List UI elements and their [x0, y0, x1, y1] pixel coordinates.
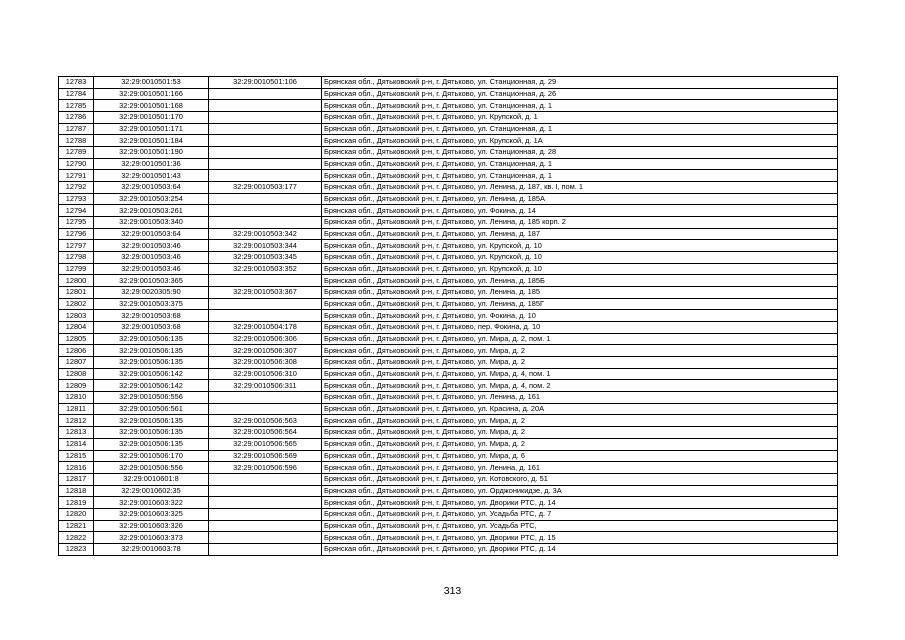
table-row	[59, 135, 838, 147]
address-cell: Брянская обл., Дятьковский р-н, г. Дятьково, ул. Станционная, д. 1	[322, 100, 838, 112]
cadastral-number-cell: 32:29:0010503:254	[94, 193, 209, 205]
address-cell: Брянская обл., Дятьковский р-н, г. Дятьково, ул. Крупской, д. 1	[322, 112, 838, 124]
address-cell: Брянская обл., Дятьковский р-н, г. Дятьково, ул. Усадьба РТС, д. 7	[322, 508, 838, 520]
address-cell: Брянская обл., Дятьковский р-н, г. Дятьково, ул. Орджоникидзе, д. 3А	[322, 485, 838, 497]
address-cell: Брянская обл., Дятьковский р-н, г. Дятьково, ул. Ленина, д. 187, кв. I, пом. 1	[322, 182, 838, 194]
table-row	[59, 182, 838, 194]
address-cell: Брянская обл., Дятьковский р-н, г. Дятьково, ул. Станционная, д. 28	[322, 147, 838, 159]
address-cell: Брянская обл., Дятьковский р-н, г. Дятьково, ул. Станционная, д. 1	[322, 158, 838, 170]
address-cell: Брянская обл., Дятьковский р-н, г. Дятьково, ул. Ленина, д. 185А	[322, 193, 838, 205]
table-row	[59, 100, 838, 112]
table-row	[59, 287, 838, 299]
linked-cadastral-number-cell	[209, 310, 322, 322]
cadastral-number-cell: 32:29:0010506:142	[94, 368, 209, 380]
address-cell: Брянская обл., Дятьковский р-н, г. Дятьково, ул. Крупской, д. 10	[322, 252, 838, 264]
table-row	[59, 205, 838, 217]
cadastral-number-cell: 32:29:0010506:135	[94, 345, 209, 357]
row-number-cell: 12800	[59, 275, 94, 287]
row-number-cell: 12794	[59, 205, 94, 217]
address-cell: Брянская обл., Дятьковский р-н, г. Дятьково, пер. Фокина, д. 10	[322, 322, 838, 334]
table-row	[59, 380, 838, 392]
row-number-cell: 12788	[59, 135, 94, 147]
table-row	[59, 275, 838, 287]
address-cell: Брянская обл., Дятьковский р-н, г. Дятьково, ул. Дворики РТС, д. 14	[322, 543, 838, 555]
linked-cadastral-number-cell	[209, 147, 322, 159]
cadastral-number-cell: 32:29:0010506:135	[94, 357, 209, 369]
address-cell: Брянская обл., Дятьковский р-н, г. Дятьково, ул. Мира, д. 6	[322, 450, 838, 462]
table-row	[59, 368, 838, 380]
row-number-cell: 12821	[59, 520, 94, 532]
address-cell: Брянская обл., Дятьковский р-н, г. Дятьково, ул. Ленина, д. 161	[322, 462, 838, 474]
row-number-cell: 12822	[59, 532, 94, 544]
row-number-cell: 12795	[59, 217, 94, 229]
linked-cadastral-number-cell: 32:29:0010503:177	[209, 182, 322, 194]
linked-cadastral-number-cell: 32:29:0010506:306	[209, 333, 322, 345]
table-row	[59, 485, 838, 497]
row-number-cell: 12823	[59, 543, 94, 555]
cadastral-number-cell: 32:29:0010503:340	[94, 217, 209, 229]
linked-cadastral-number-cell	[209, 135, 322, 147]
address-cell: Брянская обл., Дятьковский р-н, г. Дятьково, ул. Ленина, д. 185Г	[322, 298, 838, 310]
linked-cadastral-number-cell	[209, 543, 322, 555]
row-number-cell: 12819	[59, 497, 94, 509]
address-cell: Брянская обл., Дятьковский р-н, г. Дятьково, ул. Мира, д. 2, пом. 1	[322, 333, 838, 345]
linked-cadastral-number-cell: 32:29:0010506:307	[209, 345, 322, 357]
cadastral-number-cell: 32:29:0010501:166	[94, 88, 209, 100]
row-number-cell: 12796	[59, 228, 94, 240]
table-row	[59, 310, 838, 322]
cadastral-number-cell: 32:29:0010603:325	[94, 508, 209, 520]
table-row	[59, 263, 838, 275]
linked-cadastral-number-cell: 32:29:0010503:345	[209, 252, 322, 264]
linked-cadastral-number-cell	[209, 497, 322, 509]
linked-cadastral-number-cell	[209, 275, 322, 287]
cadastral-number-cell: 32:29:0010506:142	[94, 380, 209, 392]
address-cell: Брянская обл., Дятьковский р-н, г. Дятьково, ул. Ленина, д. 185	[322, 287, 838, 299]
cadastral-number-cell: 32:29:0010501:36	[94, 158, 209, 170]
table-row	[59, 532, 838, 544]
cadastral-number-cell: 32:29:0010503:375	[94, 298, 209, 310]
table-row	[59, 415, 838, 427]
table-row	[59, 147, 838, 159]
cadastral-number-cell: 32:29:0010501:53	[94, 77, 209, 89]
linked-cadastral-number-cell	[209, 520, 322, 532]
cadastral-number-cell: 32:29:0010602:35	[94, 485, 209, 497]
linked-cadastral-number-cell	[209, 205, 322, 217]
table-row	[59, 520, 838, 532]
table-row	[59, 217, 838, 229]
table-row	[59, 497, 838, 509]
linked-cadastral-number-cell: 32:29:0010506:564	[209, 427, 322, 439]
table-row	[59, 403, 838, 415]
address-cell: Брянская обл., Дятьковский р-н, г. Дятьково, ул. Мира, д. 2	[322, 357, 838, 369]
page-number: 313	[443, 585, 462, 597]
row-number-cell: 12792	[59, 182, 94, 194]
table-row	[59, 193, 838, 205]
table-row	[59, 543, 838, 555]
linked-cadastral-number-cell: 32:29:0010506:311	[209, 380, 322, 392]
registry-table-body	[59, 77, 838, 556]
table-row	[59, 77, 838, 89]
row-number-cell: 12797	[59, 240, 94, 252]
address-cell: Брянская обл., Дятьковский р-н, г. Дятьково, ул. Станционная, д. 29	[322, 77, 838, 89]
row-number-cell: 12791	[59, 170, 94, 182]
cadastral-number-cell: 32:29:0010501:43	[94, 170, 209, 182]
table-row	[59, 462, 838, 474]
linked-cadastral-number-cell: 32:29:0010503:352	[209, 263, 322, 275]
linked-cadastral-number-cell	[209, 123, 322, 135]
address-cell: Брянская обл., Дятьковский р-н, г. Дятьково, ул. Крупской, д. 1А	[322, 135, 838, 147]
row-number-cell: 12807	[59, 357, 94, 369]
cadastral-number-cell: 32:29:0010506:135	[94, 438, 209, 450]
cadastral-number-cell: 32:29:0010506:556	[94, 392, 209, 404]
row-number-cell: 12802	[59, 298, 94, 310]
row-number-cell: 12816	[59, 462, 94, 474]
address-cell: Брянская обл., Дятьковский р-н, г. Дятьково, ул. Крупской, д. 10	[322, 263, 838, 275]
table-row	[59, 357, 838, 369]
linked-cadastral-number-cell	[209, 403, 322, 415]
table-row	[59, 158, 838, 170]
row-number-cell: 12786	[59, 112, 94, 124]
cadastral-number-cell: 32:29:0010503:64	[94, 228, 209, 240]
row-number-cell: 12799	[59, 263, 94, 275]
row-number-cell: 12812	[59, 415, 94, 427]
address-cell: Брянская обл., Дятьковский р-н, г. Дятьково, ул. Мира, д. 2	[322, 345, 838, 357]
row-number-cell: 12808	[59, 368, 94, 380]
row-number-cell: 12811	[59, 403, 94, 415]
linked-cadastral-number-cell: 32:29:0010506:569	[209, 450, 322, 462]
address-cell: Брянская обл., Дятьковский р-н, г. Дятьково, ул. Фокина, д. 10	[322, 310, 838, 322]
cadastral-number-cell: 32:29:0010603:78	[94, 543, 209, 555]
table-row	[59, 392, 838, 404]
address-cell: Брянская обл., Дятьковский р-н, г. Дятьково, ул. Ленина, д. 187	[322, 228, 838, 240]
linked-cadastral-number-cell	[209, 298, 322, 310]
cadastral-number-cell: 32:29:0010506:561	[94, 403, 209, 415]
address-cell: Брянская обл., Дятьковский р-н, г. Дятьково, ул. Мира, д. 2	[322, 438, 838, 450]
linked-cadastral-number-cell	[209, 88, 322, 100]
row-number-cell: 12787	[59, 123, 94, 135]
linked-cadastral-number-cell	[209, 532, 322, 544]
row-number-cell: 12784	[59, 88, 94, 100]
cadastral-number-cell: 32:29:0010503:46	[94, 252, 209, 264]
table-row	[59, 170, 838, 182]
linked-cadastral-number-cell	[209, 508, 322, 520]
table-row	[59, 473, 838, 485]
cadastral-number-cell: 32:29:0010506:135	[94, 427, 209, 439]
table-row	[59, 123, 838, 135]
address-cell: Брянская обл., Дятьковский р-н, г. Дятьково, ул. Дворики РТС, д. 14	[322, 497, 838, 509]
cadastral-number-cell: 32:29:0010501:171	[94, 123, 209, 135]
linked-cadastral-number-cell: 32:29:0010501:106	[209, 77, 322, 89]
cadastral-number-cell: 32:29:0010506:170	[94, 450, 209, 462]
linked-cadastral-number-cell	[209, 473, 322, 485]
address-cell: Брянская обл., Дятьковский р-н, г. Дятьково, ул. Ленина, д. 161	[322, 392, 838, 404]
address-cell: Брянская обл., Дятьковский р-н, г. Дятьково, ул. Крупской, д. 10	[322, 240, 838, 252]
address-cell: Брянская обл., Дятьковский р-н, г. Дятьково, ул. Фокина, д. 14	[322, 205, 838, 217]
row-number-cell: 12790	[59, 158, 94, 170]
row-number-cell: 12793	[59, 193, 94, 205]
registry-table	[58, 76, 838, 556]
address-cell: Брянская обл., Дятьковский р-н, г. Дятьково, ул. Красина, д. 20А	[322, 403, 838, 415]
address-cell: Брянская обл., Дятьковский р-н, г. Дятьково, ул. Мира, д. 2	[322, 427, 838, 439]
cadastral-number-cell: 32:29:0020305:90	[94, 287, 209, 299]
table-row	[59, 298, 838, 310]
cadastral-number-cell: 32:29:0010503:68	[94, 322, 209, 334]
table-row	[59, 508, 838, 520]
address-cell: Брянская обл., Дятьковский р-н, г. Дятьково, ул. Станционная, д. 1	[322, 123, 838, 135]
row-number-cell: 12817	[59, 473, 94, 485]
linked-cadastral-number-cell	[209, 112, 322, 124]
cadastral-number-cell: 32:29:0010503:46	[94, 240, 209, 252]
address-cell: Брянская обл., Дятьковский р-н, г. Дятьково, ул. Дворики РТС, д. 15	[322, 532, 838, 544]
cadastral-number-cell: 32:29:0010506:135	[94, 415, 209, 427]
linked-cadastral-number-cell	[209, 170, 322, 182]
cadastral-number-cell: 32:29:0010603:326	[94, 520, 209, 532]
linked-cadastral-number-cell	[209, 193, 322, 205]
row-number-cell: 12798	[59, 252, 94, 264]
address-cell: Брянская обл., Дятьковский р-н, г. Дятьково, ул. Усадьба РТС,	[322, 520, 838, 532]
address-cell: Брянская обл., Дятьковский р-н, г. Дятьково, ул. Мира, д. 4, пом. 2	[322, 380, 838, 392]
table-row	[59, 438, 838, 450]
table-row	[59, 322, 838, 334]
table-row	[59, 112, 838, 124]
row-number-cell: 12805	[59, 333, 94, 345]
cadastral-number-cell: 32:29:0010501:170	[94, 112, 209, 124]
linked-cadastral-number-cell: 32:29:0010503:342	[209, 228, 322, 240]
row-number-cell: 12820	[59, 508, 94, 520]
linked-cadastral-number-cell: 32:29:0010506:565	[209, 438, 322, 450]
address-cell: Брянская обл., Дятьковский р-н, г. Дятьково, ул. Ленина, д. 185 корп. 2	[322, 217, 838, 229]
linked-cadastral-number-cell: 32:29:0010506:308	[209, 357, 322, 369]
linked-cadastral-number-cell	[209, 158, 322, 170]
cadastral-number-cell: 32:29:0010501:190	[94, 147, 209, 159]
linked-cadastral-number-cell: 32:29:0010506:563	[209, 415, 322, 427]
linked-cadastral-number-cell	[209, 392, 322, 404]
row-number-cell: 12804	[59, 322, 94, 334]
address-cell: Брянская обл., Дятьковский р-н, г. Дятьково, ул. Котовского, д. 51	[322, 473, 838, 485]
row-number-cell: 12806	[59, 345, 94, 357]
table-row	[59, 345, 838, 357]
address-cell: Брянская обл., Дятьковский р-н, г. Дятьково, ул. Мира, д. 4, пом. 1	[322, 368, 838, 380]
cadastral-number-cell: 32:29:0010603:373	[94, 532, 209, 544]
linked-cadastral-number-cell	[209, 485, 322, 497]
table-row	[59, 228, 838, 240]
row-number-cell: 12783	[59, 77, 94, 89]
row-number-cell: 12789	[59, 147, 94, 159]
row-number-cell: 12809	[59, 380, 94, 392]
address-cell: Брянская обл., Дятьковский р-н, г. Дятьково, ул. Станционная, д. 26	[322, 88, 838, 100]
cadastral-number-cell: 32:29:0010503:68	[94, 310, 209, 322]
table-row	[59, 333, 838, 345]
cadastral-number-cell: 32:29:0010603:322	[94, 497, 209, 509]
row-number-cell: 12814	[59, 438, 94, 450]
cadastral-number-cell: 32:29:0010503:261	[94, 205, 209, 217]
cadastral-number-cell: 32:29:0010503:64	[94, 182, 209, 194]
cadastral-number-cell: 32:29:0010503:46	[94, 263, 209, 275]
table-row	[59, 427, 838, 439]
row-number-cell: 12785	[59, 100, 94, 112]
table-row	[59, 88, 838, 100]
table-row	[59, 240, 838, 252]
cadastral-number-cell: 32:29:0010601:8	[94, 473, 209, 485]
address-cell: Брянская обл., Дятьковский р-н, г. Дятьково, ул. Мира, д. 2	[322, 415, 838, 427]
address-cell: Брянская обл., Дятьковский р-н, г. Дятьково, ул. Станционная, д. 1	[322, 170, 838, 182]
linked-cadastral-number-cell: 32:29:0010503:367	[209, 287, 322, 299]
linked-cadastral-number-cell: 32:29:0010506:310	[209, 368, 322, 380]
row-number-cell: 12818	[59, 485, 94, 497]
row-number-cell: 12803	[59, 310, 94, 322]
linked-cadastral-number-cell: 32:29:0010504:178	[209, 322, 322, 334]
linked-cadastral-number-cell	[209, 100, 322, 112]
table-row	[59, 450, 838, 462]
cadastral-number-cell: 32:29:0010506:135	[94, 333, 209, 345]
table-row	[59, 252, 838, 264]
linked-cadastral-number-cell: 32:29:0010503:344	[209, 240, 322, 252]
cadastral-number-cell: 32:29:0010501:184	[94, 135, 209, 147]
cadastral-number-cell: 32:29:0010501:168	[94, 100, 209, 112]
row-number-cell: 12815	[59, 450, 94, 462]
linked-cadastral-number-cell: 32:29:0010506:596	[209, 462, 322, 474]
linked-cadastral-number-cell	[209, 217, 322, 229]
row-number-cell: 12810	[59, 392, 94, 404]
row-number-cell: 12813	[59, 427, 94, 439]
row-number-cell: 12801	[59, 287, 94, 299]
address-cell: Брянская обл., Дятьковский р-н, г. Дятьково, ул. Ленина, д. 185Б	[322, 275, 838, 287]
cadastral-number-cell: 32:29:0010506:556	[94, 462, 209, 474]
cadastral-number-cell: 32:29:0010503:365	[94, 275, 209, 287]
